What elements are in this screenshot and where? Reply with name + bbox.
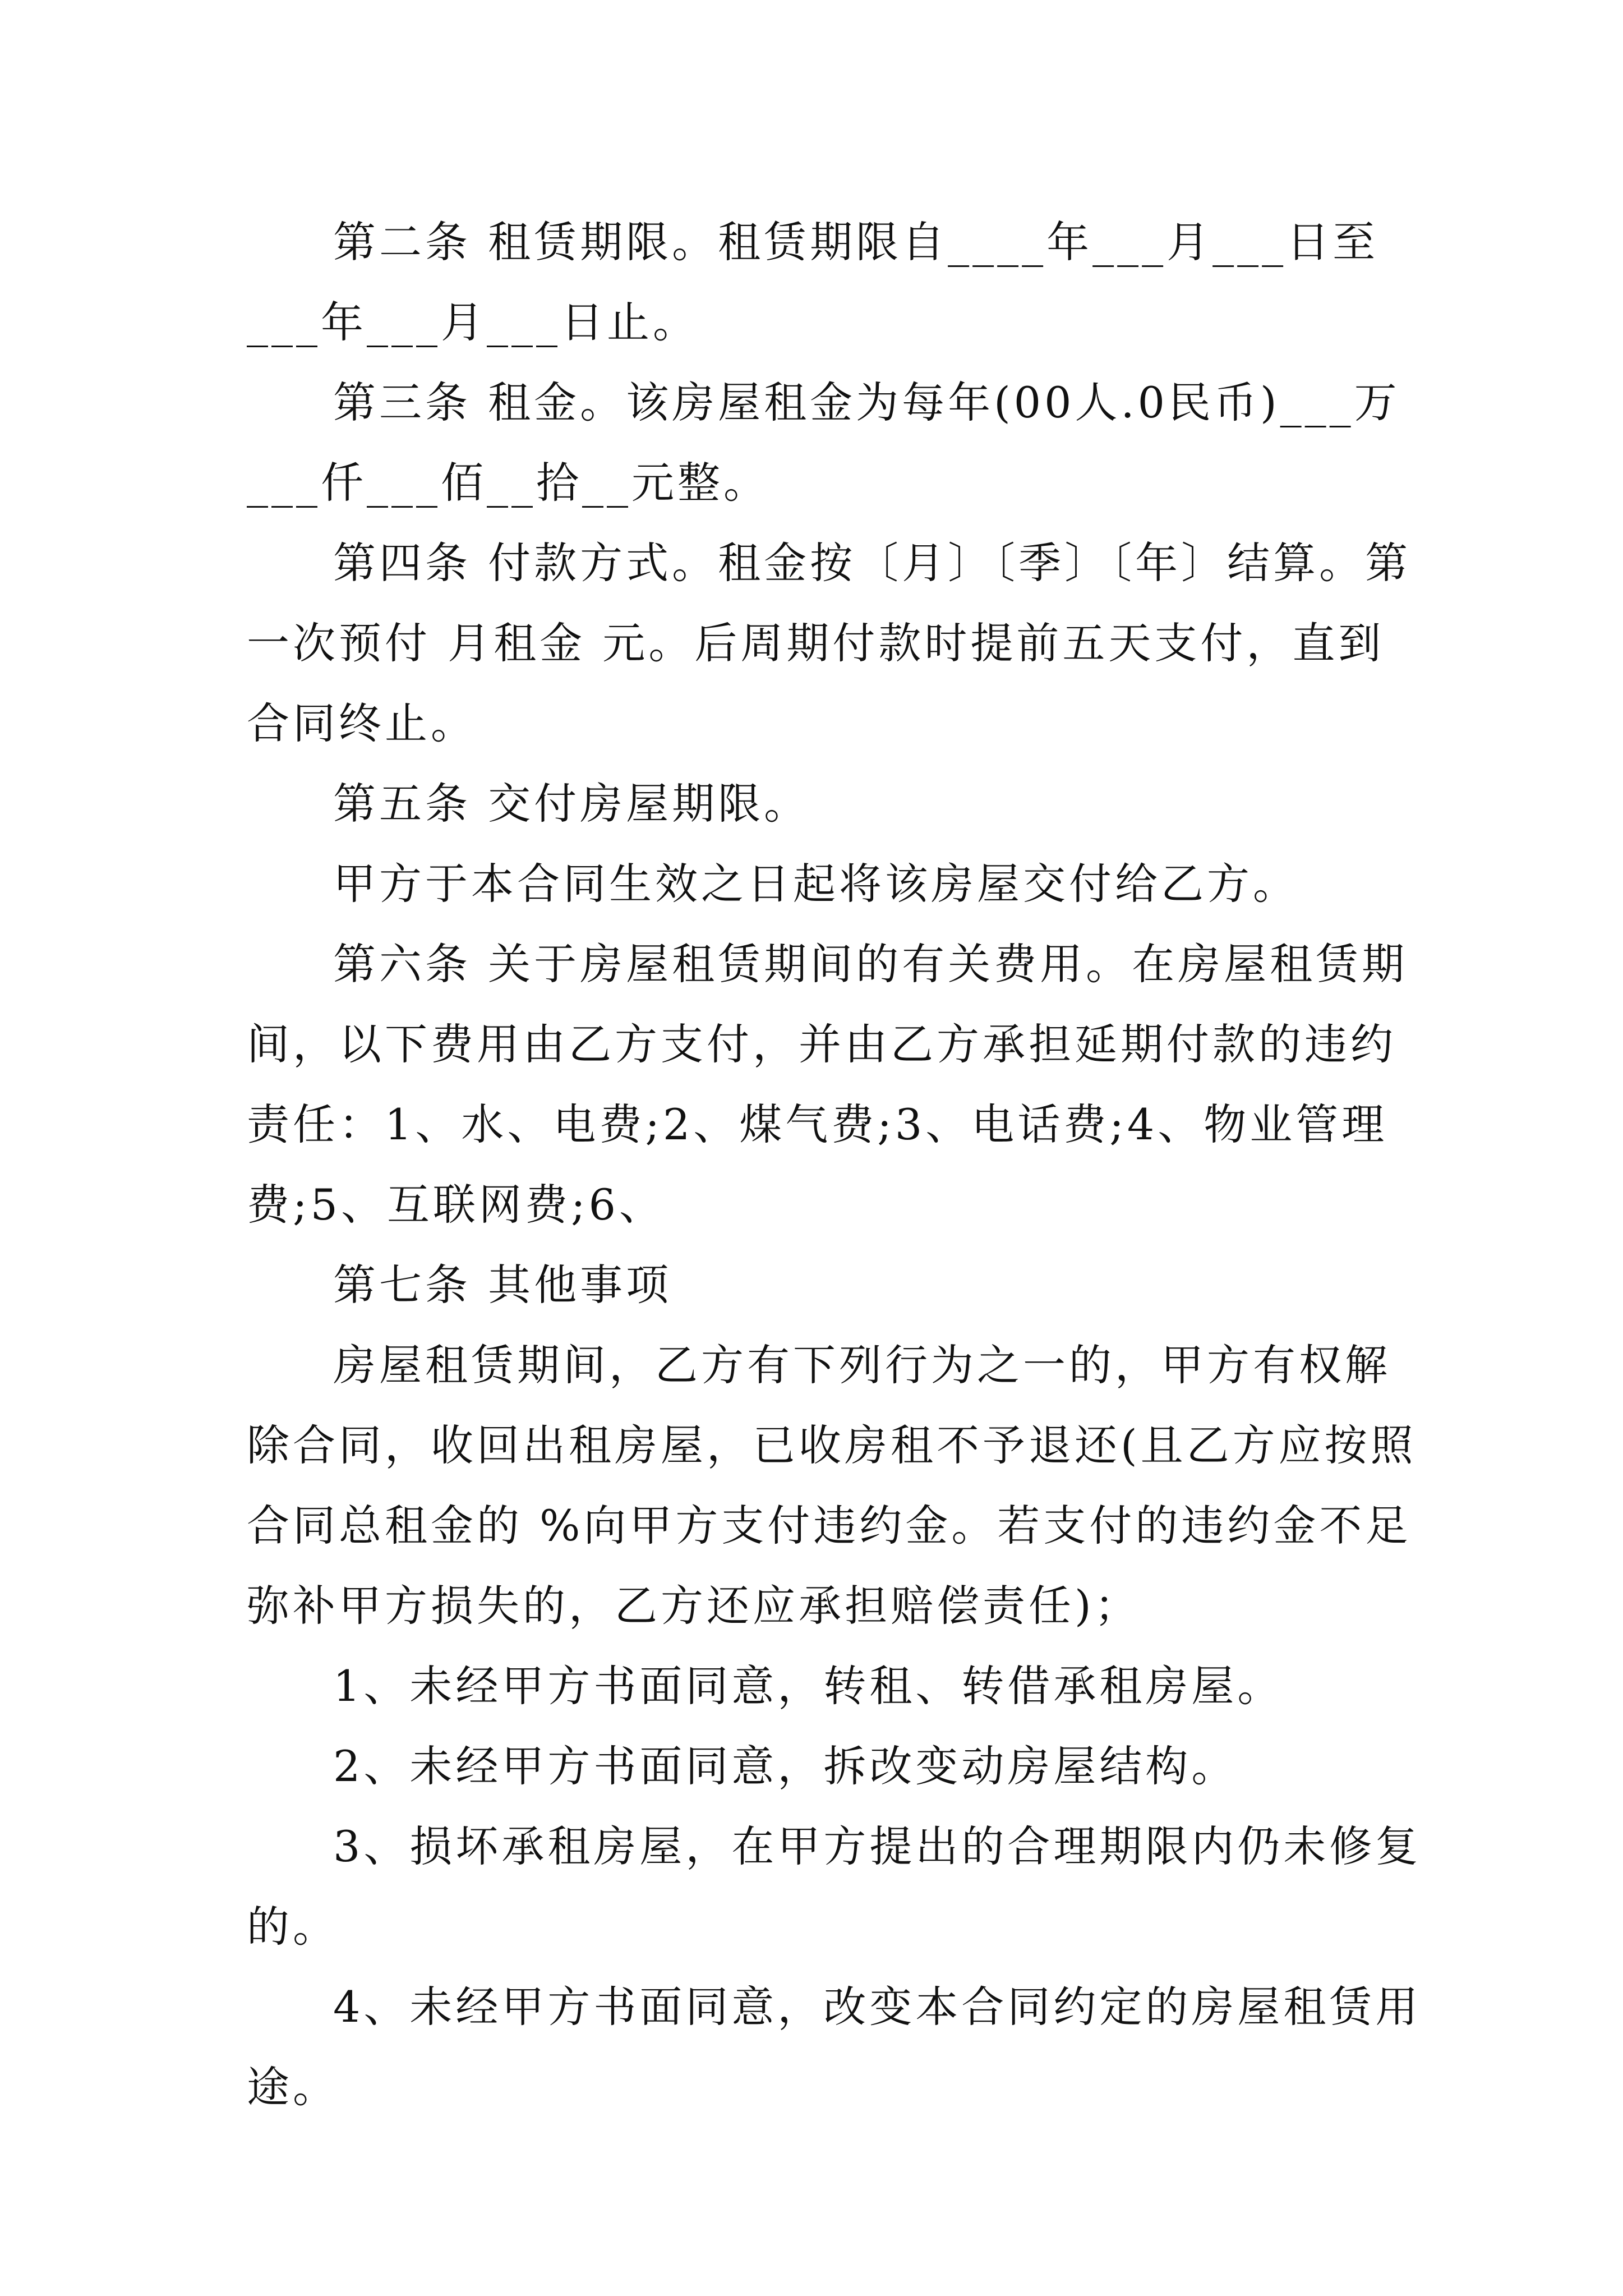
list-item-4: 4、未经甲方书面同意，改变本合同约定的房屋租赁用途。: [247, 1982, 1422, 2112]
list-item-1: 1、未经甲方书面同意，转租、转借承租房屋。: [333, 1661, 1284, 1711]
list-item-3: 3、损坏承租房屋，在甲方提出的合理期限内仍未修复的。: [247, 1821, 1422, 1952]
clause-5-delivery-detail: 甲方于本合同生效之日起将该房屋交付给乙方。: [333, 859, 1299, 909]
clause-5-delivery-term: 第五条 交付房屋期限。: [333, 779, 810, 829]
clause-4-payment-method: 第四条 付款方式。租金按〔月〕〔季〕〔年〕结算。第一次预付 月租金 元。后周期付款时提前五天支付，直到合同终止。: [247, 538, 1412, 748]
clause-7-other-matters: 第七条 其他事项: [333, 1260, 672, 1310]
clause-3-rent: 第三条 租金。该房屋租金为每年(00人.0民币)___万___仟___佰__拾__元整。: [247, 378, 1400, 508]
clause-6-fees: 第六条 关于房屋租赁期间的有关费用。在房屋租赁期间，以下费用由乙方支付，并由乙方承担延期付款的违约责任：1、水、电费;2、煤气费;3、电话费;4、物业管理费;5、互联网费;6、: [247, 939, 1408, 1230]
list-item-2: 2、未经甲方书面同意，拆改变动房屋结构。: [333, 1741, 1238, 1791]
clause-7-termination-terms: 房屋租赁期间，乙方有下列行为之一的，甲方有权解除合同，收回出租房屋，已收房租不予退还(且乙方应按照合同总租金的 %向甲方支付违约金。若支付的违约金不足弥补甲方损失的，乙方还应承担赔偿责任)；: [247, 1340, 1417, 1631]
clause-2-lease-term: 第二条 租赁期限。租赁期限自____年___月___日至___年___月___日止。: [247, 217, 1379, 347]
